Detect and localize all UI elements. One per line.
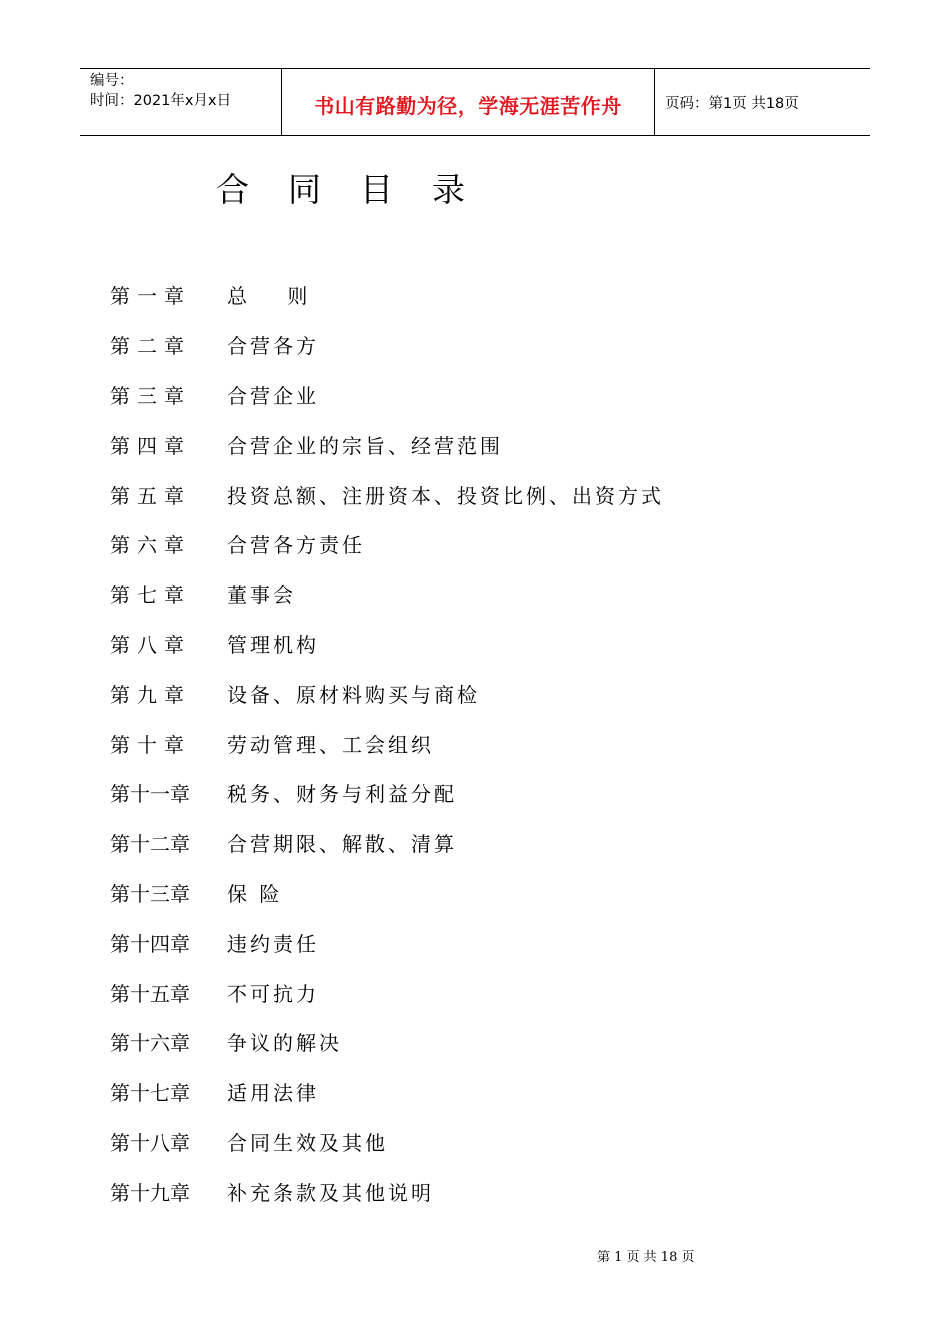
toc-title: 合营企业 [227, 383, 319, 408]
toc-item [110, 868, 664, 918]
toc-title: 合营各方 [227, 334, 319, 359]
toc-chapter: 第一章 [110, 284, 191, 309]
toc-chapter: 第十二章 [110, 832, 190, 857]
toc-item [110, 1166, 664, 1216]
title-char: 目 [360, 170, 393, 209]
toc-title: 董事会 [227, 583, 296, 608]
document-header [80, 68, 870, 136]
toc-chapter: 第七章 [110, 583, 191, 608]
toc-item [110, 619, 664, 669]
page-title [216, 164, 504, 211]
toc-item [110, 967, 664, 1017]
toc-title: 争议的解决 [227, 1031, 342, 1056]
toc-item [110, 718, 664, 768]
document-date: 时间：2021年x月x日 [90, 93, 232, 109]
header-motto-cell [282, 69, 655, 135]
toc-chapter: 第八章 [110, 632, 191, 657]
toc-chapter: 第十六章 [110, 1031, 190, 1056]
header-page-number: 页码：第1页 共18页 [665, 95, 799, 112]
toc-chapter: 第六章 [110, 533, 191, 558]
header-meta-cell [80, 69, 282, 135]
toc-item [110, 917, 664, 967]
toc-chapter: 第十五章 [110, 981, 190, 1006]
toc-title: 合营各方责任 [227, 533, 365, 558]
toc-title: 合营期限、解散、清算 [227, 832, 457, 857]
toc-item [110, 1067, 664, 1117]
toc-chapter: 第十八章 [110, 1130, 190, 1155]
title-char: 录 [432, 170, 465, 209]
toc-chapter: 第十章 [110, 732, 191, 757]
toc-item [110, 519, 664, 569]
header-page-cell [655, 69, 870, 135]
toc-title: 投资总额、注册资本、投资比例、出资方式 [227, 483, 664, 508]
toc-chapter: 第十四章 [110, 931, 190, 956]
toc-title: 适用法律 [227, 1081, 319, 1106]
toc-chapter: 第十九章 [110, 1180, 190, 1205]
toc-item [110, 469, 664, 519]
toc-title: 总 则 [227, 284, 311, 309]
toc-title: 合同生效及其他 [227, 1130, 388, 1155]
toc-title: 管理机构 [227, 632, 319, 657]
toc-chapter: 第三章 [110, 383, 191, 408]
toc-title: 违约责任 [227, 931, 319, 956]
toc-item [110, 270, 664, 320]
toc-title: 补充条款及其他说明 [227, 1180, 434, 1205]
toc-chapter: 第五章 [110, 483, 191, 508]
title-char: 合 [216, 170, 249, 209]
title-char: 同 [288, 170, 321, 209]
toc-title: 保 险 [227, 881, 283, 906]
toc-chapter: 第十七章 [110, 1081, 190, 1106]
document-number-label: 编号： [90, 73, 134, 89]
header-motto: 书山有路勤为径，学海无涯苦作舟 [314, 93, 622, 118]
footer-page-number: 第 1 页 共 18 页 [597, 1250, 695, 1265]
toc-item [110, 370, 664, 420]
toc-item [110, 1117, 664, 1167]
toc-title: 税务、财务与利益分配 [227, 782, 457, 807]
toc-item [110, 569, 664, 619]
toc-title: 设备、原材料购买与商检 [227, 682, 480, 707]
toc-item [110, 419, 664, 469]
toc-item [110, 668, 664, 718]
toc-title: 不可抗力 [227, 981, 319, 1006]
toc-item [110, 818, 664, 868]
toc-item [110, 320, 664, 370]
page-footer [597, 1246, 694, 1265]
toc-chapter: 第九章 [110, 682, 191, 707]
toc-title: 合营企业的宗旨、经营范围 [227, 433, 503, 458]
table-of-contents [110, 270, 664, 1216]
toc-item [110, 768, 664, 818]
toc-chapter: 第二章 [110, 334, 191, 359]
toc-chapter: 第十一章 [110, 782, 190, 807]
toc-item [110, 1017, 664, 1067]
toc-chapter: 第四章 [110, 433, 191, 458]
toc-title: 劳动管理、工会组织 [227, 732, 434, 757]
toc-chapter: 第十三章 [110, 881, 190, 906]
